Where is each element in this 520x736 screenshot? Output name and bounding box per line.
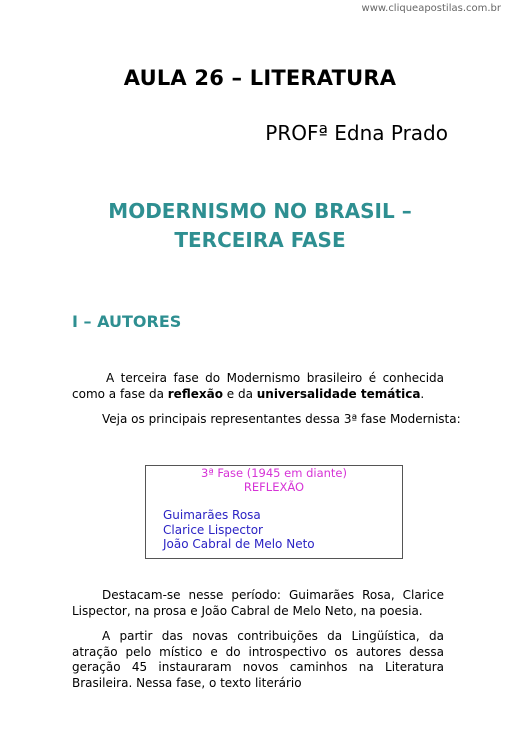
page-title: AULA 26 – LITERATURA [123, 66, 397, 90]
teacher-name: PROFª Edna Prado [265, 121, 448, 145]
highlights-paragraph [72, 588, 444, 619]
contributions-paragraph [72, 629, 444, 691]
phase-theme: REFLEXÃO [243, 480, 305, 494]
intro-text-2: e da [222, 386, 257, 401]
site-url: www.cliqueapostilas.com.br [361, 3, 501, 14]
section-title-line-2: TERCEIRA FASE [174, 228, 346, 252]
intro-text-1: A terceira fase do Modernismo brasileiro é conhecida como a fase da [72, 371, 444, 401]
phase-box [145, 465, 403, 559]
section-title-line-1: MODERNISMO NO BRASIL – [108, 199, 412, 223]
highlights-text: Destacam-se nesse período: Guimarães Rosa, Clarice Lispector, na prosa e João Cabral de Melo Neto, na poesia. [72, 588, 444, 618]
author-list [163, 508, 315, 552]
phase-period: 3ª Fase (1945 em diante) [201, 466, 347, 480]
representatives-paragraph [72, 412, 461, 428]
authors-heading: I – AUTORES [72, 312, 182, 331]
intro-bold-reflexao: reflexão [167, 386, 223, 401]
representatives-text: Veja os principais representantes dessa 3ª fase Modernista: [102, 412, 461, 426]
list-item: João Cabral de Melo Neto [163, 537, 315, 551]
intro-text-3: . [420, 386, 425, 401]
intro-bold-universalidade: universalidade temática [256, 386, 421, 401]
list-item: Guimarães Rosa [163, 508, 261, 522]
phase-box-heading [146, 466, 402, 494]
intro-paragraph [72, 371, 444, 402]
contributions-text: A partir das novas contribuições da Lingüística, da atração pelo místico e do introspectivo os autores dessa geração 45 instauraram novos caminhos na Literatura Brasileira. Nessa fase, o texto literário [72, 629, 444, 690]
list-item: Clarice Lispector [163, 522, 263, 537]
section-title [0, 197, 520, 255]
